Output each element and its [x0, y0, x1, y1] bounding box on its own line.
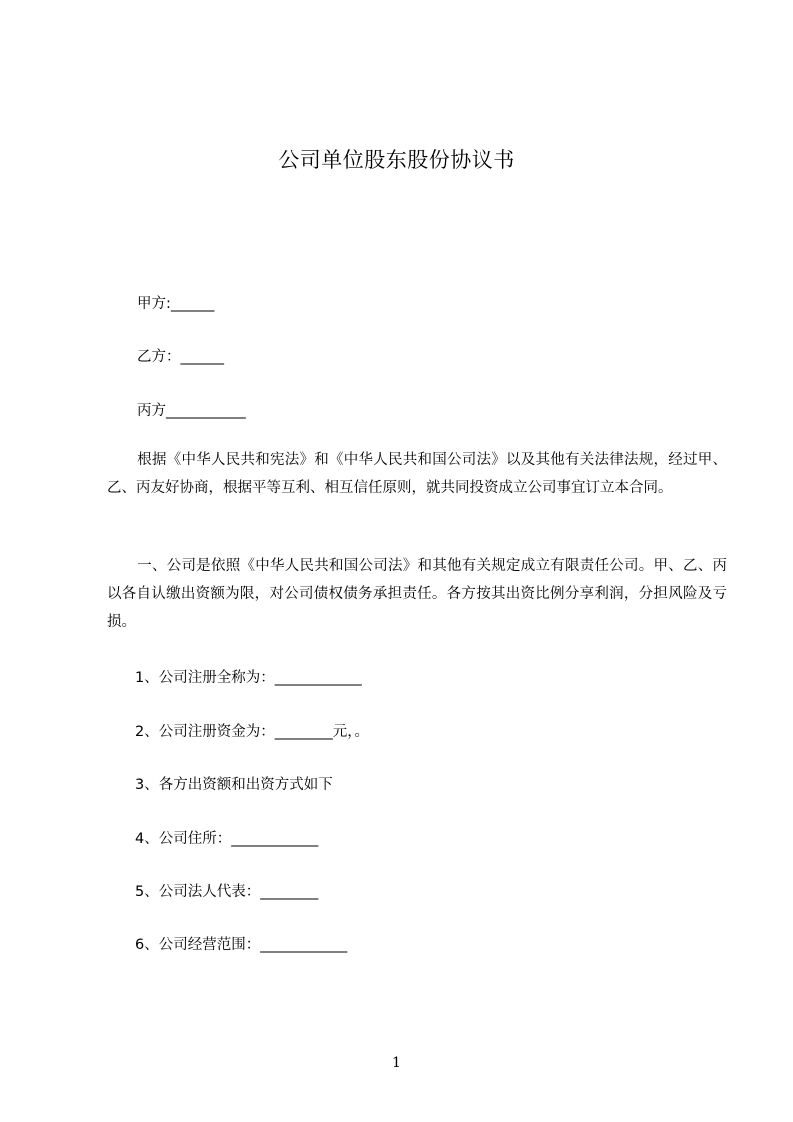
preamble-text: 根据《中华人民共和宪法》和《中华人民共和国公司法》以及其他有关法律法规，经过甲、乙、丙友好协商，根据平等互利、相互信任原则，就共同投资成立公司事宜订立本合同。: [107, 452, 727, 496]
item-business-scope: 6、公司经营范围：____________: [135, 937, 348, 953]
page-number: 1: [392, 1055, 401, 1071]
item-legal-representative: 5、公司法人代表：________: [135, 884, 319, 900]
item-company-address: 4、公司住所：____________: [135, 831, 319, 847]
party-a-line: 甲方:______: [137, 296, 215, 312]
clause-1-paragraph: [107, 552, 727, 636]
document-title: 公司单位股东股份协议书: [278, 148, 515, 172]
item-registered-name: 1、公司注册全称为：____________: [135, 670, 362, 686]
party-c-line: 丙方___________: [137, 403, 246, 419]
preamble-paragraph: [107, 446, 727, 502]
item-capital-contribution: 3、各方出资额和出资方式如下: [135, 777, 333, 793]
party-b-line: 乙方：______: [137, 349, 224, 365]
clause-1-text: 一、公司是依照《中华人民共和国公司法》和其他有关规定成立有限责任公司。甲、乙、丙以各自认缴出资额为限，对公司债权债务承担责任。各方按其出资比例分享利润，分担风险及亏损。: [107, 558, 727, 630]
item-registered-capital: 2、公司注册资金为：________元，。: [135, 724, 369, 740]
